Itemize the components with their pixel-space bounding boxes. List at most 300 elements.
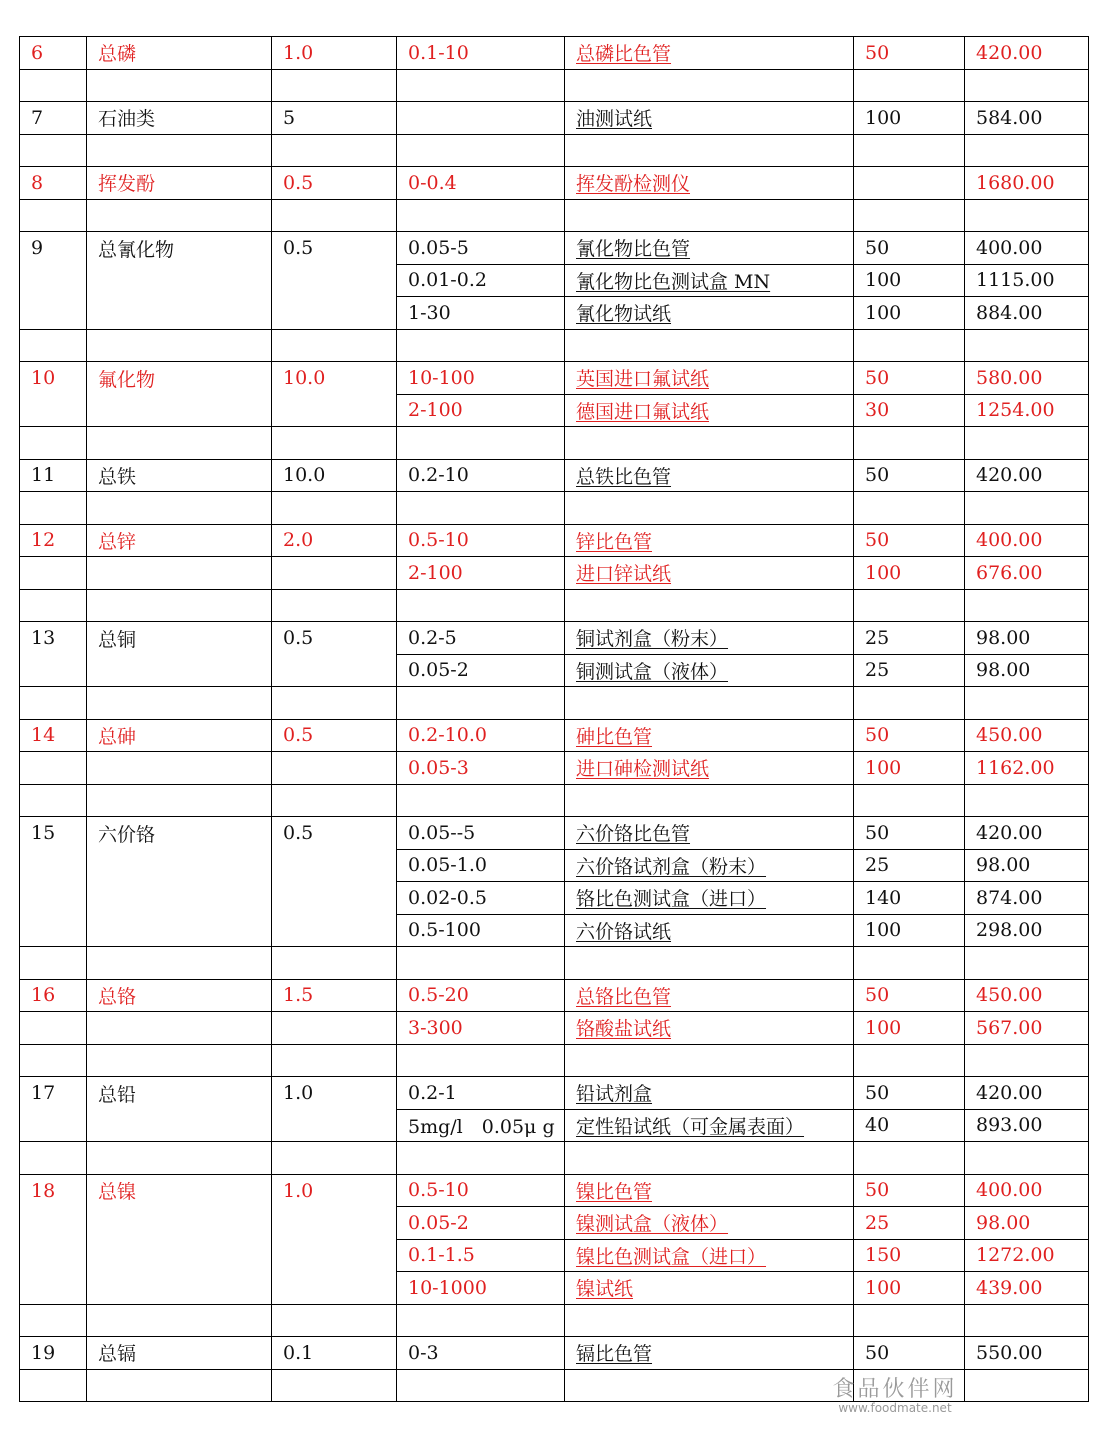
test-item: 总锌 [87,524,272,557]
empty-cell [965,589,1089,622]
empty-cell [272,329,397,362]
price: 450.00 [965,719,1089,752]
limit-value: 1.5 [272,979,397,1012]
product-name: 总铁比色管 [565,459,854,492]
empty-cell [854,1304,965,1337]
quantity: 50 [854,817,965,850]
test-item: 总氰化物 [87,232,272,265]
row-number: 14 [20,719,87,752]
quantity: 100 [854,102,965,135]
test-item: 氟化物 [87,362,272,395]
empty-cell [20,329,87,362]
test-range: 0.1-1.5 [397,1239,565,1272]
limit-value: 0.5 [272,167,397,200]
row-number: 7 [20,102,87,135]
table-row [20,37,1089,70]
quantity: 100 [854,752,965,785]
test-range: 0.2-10 [397,459,565,492]
row-number [20,882,87,915]
row-number: 19 [20,1337,87,1370]
separator-row [20,329,1089,362]
empty-cell [854,947,965,980]
test-item [87,1109,272,1142]
empty-cell [87,199,272,232]
limit-value [272,882,397,915]
empty-cell [272,492,397,525]
empty-cell [20,947,87,980]
row-number: 17 [20,1077,87,1110]
empty-cell [87,134,272,167]
quantity: 100 [854,264,965,297]
test-range: 2-100 [397,394,565,427]
limit-value: 0.5 [272,817,397,850]
price: 400.00 [965,1174,1089,1207]
row-number [20,1272,87,1305]
empty-cell [854,687,965,720]
product-name: 氰化物比色管 [565,232,854,265]
empty-cell [965,199,1089,232]
product-name: 六价铬试纸 [565,914,854,947]
test-item [87,1012,272,1045]
test-range: 5mg/l 0.05μ g [397,1109,565,1142]
separator-row [20,1304,1089,1337]
product-name: 油测试纸 [565,102,854,135]
limit-value: 10.0 [272,362,397,395]
table-row [20,167,1089,200]
quantity: 50 [854,362,965,395]
empty-cell [20,199,87,232]
product-name: 六价铬比色管 [565,817,854,850]
table-row [20,557,1089,590]
table-row [20,622,1089,655]
table-row [20,232,1089,265]
table-row [20,1077,1089,1110]
quantity: 50 [854,979,965,1012]
price: 420.00 [965,459,1089,492]
table-row [20,1012,1089,1045]
empty-cell [854,329,965,362]
empty-cell [87,589,272,622]
limit-value: 2.0 [272,524,397,557]
test-item: 总镉 [87,1337,272,1370]
test-item [87,914,272,947]
table-row [20,297,1089,330]
table-row [20,394,1089,427]
empty-cell [397,492,565,525]
empty-cell [565,1304,854,1337]
product-name: 总铬比色管 [565,979,854,1012]
separator-row [20,687,1089,720]
test-item [87,882,272,915]
empty-cell [87,784,272,817]
test-range: 0-3 [397,1337,565,1370]
test-range: 0.05--5 [397,817,565,850]
quantity: 150 [854,1239,965,1272]
quantity: 25 [854,654,965,687]
quantity: 50 [854,37,965,70]
price: 1162.00 [965,752,1089,785]
test-range: 2-100 [397,557,565,590]
empty-cell [965,947,1089,980]
price: 884.00 [965,297,1089,330]
empty-cell [87,329,272,362]
test-range: 0.2-10.0 [397,719,565,752]
price: 400.00 [965,524,1089,557]
test-range: 0.1-10 [397,37,565,70]
test-range: 0.05-2 [397,654,565,687]
separator-row [20,784,1089,817]
price: 567.00 [965,1012,1089,1045]
quantity [854,167,965,200]
empty-cell [565,687,854,720]
empty-cell [20,589,87,622]
row-number [20,394,87,427]
empty-cell [272,784,397,817]
product-table [19,36,1089,1402]
table-row [20,1109,1089,1142]
empty-cell [397,329,565,362]
table-row [20,817,1089,850]
limit-value [272,1109,397,1142]
empty-cell [87,1369,272,1402]
limit-value [272,297,397,330]
table-row [20,1207,1089,1240]
quantity: 100 [854,557,965,590]
test-item [87,654,272,687]
empty-cell [87,687,272,720]
product-name: 铜试剂盒（粉末） [565,622,854,655]
product-name: 镍测试盒（液体） [565,1207,854,1240]
product-name: 铬比色测试盒（进口） [565,882,854,915]
limit-value [272,654,397,687]
limit-value [272,264,397,297]
empty-cell [20,69,87,102]
empty-cell [565,199,854,232]
test-item [87,557,272,590]
row-number [20,1239,87,1272]
empty-cell [20,1142,87,1175]
price: 98.00 [965,1207,1089,1240]
empty-cell [87,69,272,102]
empty-cell [397,199,565,232]
product-name: 氰化物比色测试盒 MN [565,264,854,297]
table-row [20,1174,1089,1207]
product-name: 进口砷检测试纸 [565,752,854,785]
test-item [87,394,272,427]
empty-cell [397,589,565,622]
empty-cell [20,427,87,460]
empty-cell [965,1044,1089,1077]
test-item [87,1272,272,1305]
test-range: 0.2-5 [397,622,565,655]
price: 550.00 [965,1337,1089,1370]
product-name: 镍比色管 [565,1174,854,1207]
test-range: 0.01-0.2 [397,264,565,297]
price: 1115.00 [965,264,1089,297]
limit-value: 1.0 [272,37,397,70]
table-row [20,524,1089,557]
quantity: 50 [854,524,965,557]
product-name: 镍试纸 [565,1272,854,1305]
empty-cell [565,589,854,622]
test-item: 总铅 [87,1077,272,1110]
test-range: 10-100 [397,362,565,395]
product-name: 铬酸盐试纸 [565,1012,854,1045]
empty-cell [87,427,272,460]
test-range: 1-30 [397,297,565,330]
empty-cell [397,1304,565,1337]
empty-cell [965,1142,1089,1175]
empty-cell [272,947,397,980]
table-row [20,1239,1089,1272]
row-number: 6 [20,37,87,70]
test-range: 0.05-5 [397,232,565,265]
empty-cell [965,687,1089,720]
separator-row [20,492,1089,525]
table-row [20,654,1089,687]
test-item: 总铜 [87,622,272,655]
limit-value [272,1207,397,1240]
empty-cell [397,134,565,167]
test-item: 总铬 [87,979,272,1012]
empty-cell [20,1304,87,1337]
row-number [20,654,87,687]
empty-cell [87,1142,272,1175]
empty-cell [397,427,565,460]
product-name: 镉比色管 [565,1337,854,1370]
product-name: 总磷比色管 [565,37,854,70]
limit-value [272,914,397,947]
product-name: 德国进口氟试纸 [565,394,854,427]
price: 874.00 [965,882,1089,915]
row-number: 9 [20,232,87,265]
row-number: 15 [20,817,87,850]
quantity: 100 [854,1012,965,1045]
empty-cell [87,492,272,525]
table-row [20,1337,1089,1370]
empty-cell [565,784,854,817]
row-number [20,1207,87,1240]
table-row [20,849,1089,882]
quantity: 50 [854,459,965,492]
test-range: 0.5-100 [397,914,565,947]
empty-cell [20,1369,87,1402]
test-range: 0.02-0.5 [397,882,565,915]
test-item [87,264,272,297]
limit-value: 0.5 [272,232,397,265]
price: 400.00 [965,232,1089,265]
product-table-body [20,37,1089,1402]
test-item: 总镍 [87,1174,272,1207]
empty-cell [272,1304,397,1337]
empty-cell [272,134,397,167]
empty-cell [965,134,1089,167]
price: 450.00 [965,979,1089,1012]
empty-cell [272,1369,397,1402]
empty-cell [965,69,1089,102]
price: 298.00 [965,914,1089,947]
row-number [20,1012,87,1045]
quantity: 50 [854,719,965,752]
price: 98.00 [965,849,1089,882]
table-row [20,264,1089,297]
price: 439.00 [965,1272,1089,1305]
limit-value: 0.5 [272,719,397,752]
limit-value [272,752,397,785]
separator-row [20,589,1089,622]
quantity: 30 [854,394,965,427]
price: 420.00 [965,1077,1089,1110]
table-row [20,882,1089,915]
quantity: 25 [854,1207,965,1240]
empty-cell [565,329,854,362]
product-name: 进口锌试纸 [565,557,854,590]
empty-cell [272,199,397,232]
empty-cell [397,1142,565,1175]
limit-value: 1.0 [272,1174,397,1207]
row-number: 16 [20,979,87,1012]
quantity: 100 [854,1272,965,1305]
quantity: 50 [854,1174,965,1207]
product-name: 砷比色管 [565,719,854,752]
test-range: 0.2-1 [397,1077,565,1110]
empty-cell [397,69,565,102]
quantity: 140 [854,882,965,915]
empty-cell [854,69,965,102]
empty-cell [272,69,397,102]
quantity: 100 [854,914,965,947]
empty-cell [272,1044,397,1077]
price: 584.00 [965,102,1089,135]
row-number: 18 [20,1174,87,1207]
watermark [815,1372,975,1415]
empty-cell [565,427,854,460]
product-name: 铅试剂盒 [565,1077,854,1110]
empty-cell [397,1369,565,1402]
price: 420.00 [965,817,1089,850]
test-range: 0.5-10 [397,1174,565,1207]
limit-value: 10.0 [272,459,397,492]
empty-cell [965,492,1089,525]
product-name: 氰化物试纸 [565,297,854,330]
empty-cell [20,687,87,720]
limit-value [272,1012,397,1045]
row-number [20,914,87,947]
empty-cell [965,427,1089,460]
test-item [87,1207,272,1240]
empty-cell [854,1044,965,1077]
empty-cell [397,784,565,817]
empty-cell [965,1369,1089,1402]
test-item: 总砷 [87,719,272,752]
empty-cell [272,427,397,460]
row-number [20,557,87,590]
table-row [20,719,1089,752]
limit-value: 0.1 [272,1337,397,1370]
test-item [87,752,272,785]
empty-cell [965,1304,1089,1337]
limit-value [272,394,397,427]
quantity: 40 [854,1109,965,1142]
test-item: 六价铬 [87,817,272,850]
limit-value: 5 [272,102,397,135]
watermark-name: 食品伙伴网 [832,1377,958,1402]
empty-cell [565,134,854,167]
price: 98.00 [965,622,1089,655]
test-item: 总磷 [87,37,272,70]
limit-value [272,1272,397,1305]
test-range: 0.05-2 [397,1207,565,1240]
test-range: 10-1000 [397,1272,565,1305]
quantity: 50 [854,232,965,265]
limit-value: 0.5 [272,622,397,655]
quantity: 50 [854,1337,965,1370]
empty-cell [565,1369,854,1402]
row-number: 11 [20,459,87,492]
test-range: 0-0.4 [397,167,565,200]
product-name: 铜测试盒（液体） [565,654,854,687]
empty-cell [397,687,565,720]
row-number [20,752,87,785]
row-number: 12 [20,524,87,557]
test-item: 总铁 [87,459,272,492]
test-range: 0.5-20 [397,979,565,1012]
empty-cell [565,1142,854,1175]
empty-cell [397,1044,565,1077]
empty-cell [20,784,87,817]
empty-cell [565,69,854,102]
empty-cell [854,427,965,460]
empty-cell [854,1142,965,1175]
price: 580.00 [965,362,1089,395]
row-number [20,297,87,330]
test-item [87,1239,272,1272]
separator-row [20,1044,1089,1077]
empty-cell [87,947,272,980]
separator-row [20,427,1089,460]
quantity: 50 [854,1077,965,1110]
test-item: 挥发酚 [87,167,272,200]
empty-cell [854,199,965,232]
limit-value: 1.0 [272,1077,397,1110]
empty-cell [854,492,965,525]
price: 1254.00 [965,394,1089,427]
table-row [20,102,1089,135]
quantity: 100 [854,297,965,330]
row-number [20,264,87,297]
quantity: 25 [854,849,965,882]
separator-row [20,1142,1089,1175]
test-range [397,102,565,135]
empty-cell [565,1044,854,1077]
limit-value [272,1239,397,1272]
price: 420.00 [965,37,1089,70]
row-number: 13 [20,622,87,655]
empty-cell [397,947,565,980]
separator-row [20,134,1089,167]
price: 676.00 [965,557,1089,590]
empty-cell [20,1044,87,1077]
empty-cell [854,134,965,167]
limit-value [272,849,397,882]
table-row [20,459,1089,492]
row-number [20,1109,87,1142]
limit-value [272,557,397,590]
test-range: 0.05-3 [397,752,565,785]
table-row [20,914,1089,947]
table-row [20,1272,1089,1305]
price: 893.00 [965,1109,1089,1142]
